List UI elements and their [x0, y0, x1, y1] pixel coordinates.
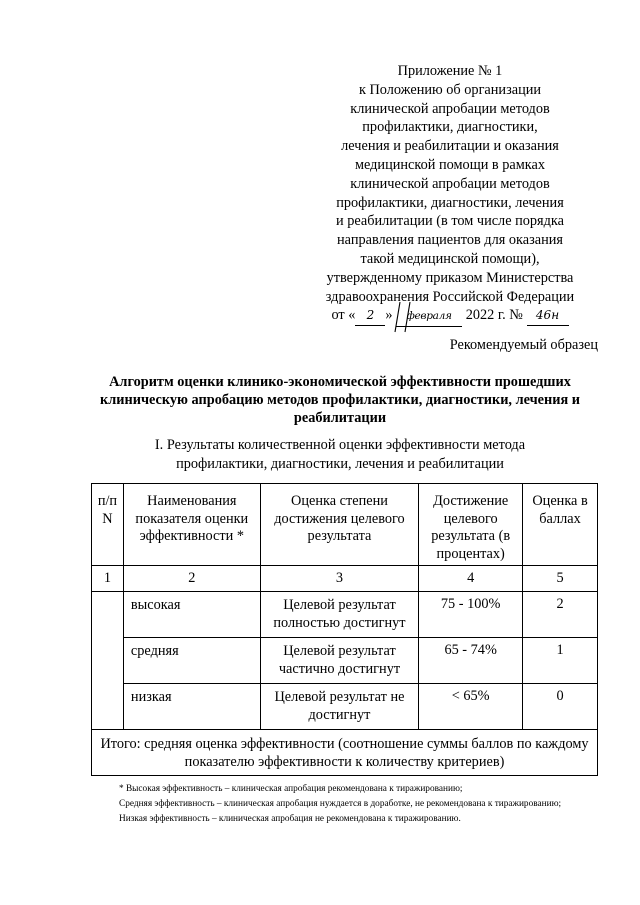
header-cell-percent: Достижение целевого результата (в процентах) — [419, 484, 523, 566]
appendix-line: направления пациентов для оказания — [337, 232, 563, 249]
assessment-table — [91, 483, 598, 776]
assessment-cell: Целевой результат частично достигнут — [260, 638, 419, 684]
percent-cell: 75 - 100% — [419, 592, 523, 638]
table-row — [92, 684, 598, 730]
appendix-line: Приложение № 1 — [397, 63, 503, 79]
header-row — [92, 484, 598, 566]
footnote: Средняя эффективность – клиническая апробация нуждается в доработке, не рекомендована к тиражированию; — [119, 799, 562, 809]
appendix-line: такой медицинской помощи), — [360, 250, 540, 267]
handwritten-month: февраля — [396, 307, 462, 327]
order-date-line — [300, 306, 600, 327]
signature-mark — [392, 300, 420, 334]
total-row — [92, 730, 598, 776]
header-cell-number: п/п N — [92, 484, 124, 566]
column-number: 3 — [260, 566, 419, 592]
appendix-line: медицинской помощи в рамках — [354, 156, 546, 173]
footnote: Низкая эффективность – клиническая апробация не рекомендована к тиражированию. — [119, 814, 461, 824]
percent-cell: < 65% — [419, 684, 523, 730]
appendix-line: клинической апробации методов — [350, 175, 550, 192]
column-number-row — [92, 566, 598, 592]
appendix-line: клинической апробации методов — [350, 100, 550, 117]
handwritten-order-number: 46н — [527, 306, 569, 326]
score-cell: 2 — [523, 592, 598, 638]
document-title: Алгоритм оценки клинико-экономической эффективности прошедших клиническую апробацию методов профилактики, диагностики, лечения и реабилитации — [99, 374, 581, 426]
total-cell: Итого: средняя оценка эффективности (соотношение суммы баллов по каждому показателю эффективности к количеству критериев) — [92, 730, 598, 776]
table-row — [92, 592, 598, 638]
score-cell: 1 — [523, 638, 598, 684]
date-prefix: от « — [331, 307, 356, 324]
column-number: 4 — [419, 566, 523, 592]
column-number: 5 — [523, 566, 598, 592]
appendix-line: и реабилитации (в том числе порядка — [335, 213, 564, 230]
header-cell-assessment: Оценка степени достижения целевого результата — [260, 484, 419, 566]
appendix-header — [300, 62, 600, 327]
footnotes — [91, 782, 598, 827]
criterion-cell: средняя — [123, 638, 260, 684]
section-heading-line: профилактики, диагностики, лечения и реабилитации — [176, 455, 504, 472]
appendix-line: утвержденному приказом Министерства — [326, 269, 574, 286]
table-row — [92, 638, 598, 684]
footnote: * Высокая эффективность – клиническая апробация рекомендована к тиражированию; — [119, 784, 463, 794]
header-cell-indicator: Наименования показателя оценки эффективности * — [123, 484, 260, 566]
score-cell: 0 — [523, 684, 598, 730]
column-number: 1 — [92, 566, 124, 592]
date-year: 2022 г. № — [465, 307, 523, 324]
section-heading-line: I. Результаты количественной оценки эффективности метода — [154, 437, 526, 453]
appendix-line: профилактики, диагностики, — [362, 119, 538, 136]
date-mid: » — [385, 307, 393, 324]
section-heading — [95, 436, 585, 473]
percent-cell: 65 - 74% — [419, 638, 523, 684]
appendix-line: профилактики, диагностики, лечения — [336, 194, 564, 211]
header-cell-score: Оценка в баллах — [523, 484, 598, 566]
criterion-cell: высокая — [123, 592, 260, 638]
assessment-cell: Целевой результат полностью достигнут — [260, 592, 419, 638]
row-number-cell — [92, 592, 124, 730]
handwritten-day: 2 — [355, 306, 385, 326]
appendix-line: к Положению об организации — [358, 81, 542, 98]
recommended-sample-label: Рекомендуемый образец — [449, 337, 598, 353]
column-number: 2 — [123, 566, 260, 592]
appendix-line: здравоохранения Российской Федерации — [325, 288, 575, 305]
appendix-line: лечения и реабилитации и оказания — [341, 138, 559, 155]
criterion-cell: низкая — [123, 684, 260, 730]
assessment-cell: Целевой результат не достигнут — [260, 684, 419, 730]
